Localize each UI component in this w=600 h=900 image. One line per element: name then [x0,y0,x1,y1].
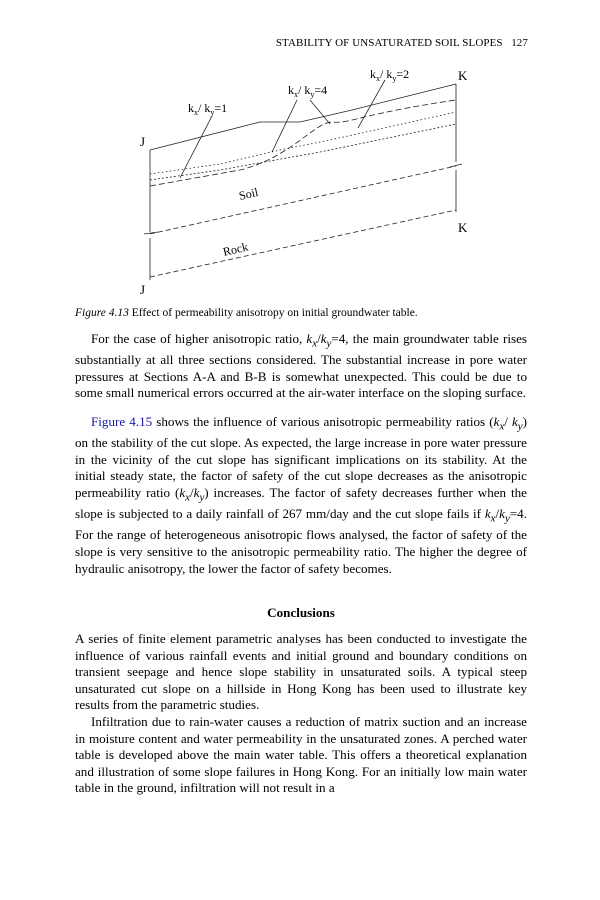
label-soil: Soil [237,184,260,203]
leader-ratio-2 [358,80,385,128]
page-number: 127 [511,37,528,49]
figure-label: Figure 4.13 [75,307,129,319]
label-ratio-1: $k_x/$ $k_y=1$ [188,101,228,117]
figure-4-15-link[interactable]: Figure 4.15 [91,414,153,429]
label-rock: Rock [221,239,250,259]
rock-bottom [150,210,456,277]
label-ratio-2: $k_x/$ $k_y=2$ [370,67,410,83]
leader-ratio-4 [272,100,297,152]
paragraph-stability: Figure 4.15 shows the influence of various anisotropic permeability ratios ($k_x/$ $k_y$) on the stability of the cut slope. As expected, the large increase in pore water pressure in the vicinity of the cut slope has significant implications on its stability. At the initial steady state, the factor of safety of the cut slope decreases as the anisotropic permeability ratio $(k_x/k_y)$ increases. The factor of safety decreases further when the slope is subjected to a daily rainfall of 267 mm/day and the cut slope fails if $k_x/k_y=4$. For the range of heterogeneous anisotropic flows analysed, the factor of safety of the slope is very sensitive to the anisotropic permeability ratio. The higher the degree of hydraulic anisotropy, the lower the factor of safety becomes. [75,414,527,576]
figure-4-13 [120,62,480,302]
groundwater-table-diagram [120,62,480,302]
figure-caption [75,307,535,319]
leader-ratio-1 [180,116,212,178]
running-header [262,37,528,49]
paragraph-anisotropy: For the case of higher anisotropic ratio, $k_x/k_y=4$, the main groundwater table rises substantially at all three sections considered. The substantial increase in pore water pressures at Sections A-A and B-B is somewhat unexpected. This could be due to some small numerical errors occurred at the air-water interface on the sloping surface. [75,331,527,401]
boundary-k-tick [450,164,462,167]
label-k-bottom: K [458,220,468,235]
paragraph-conclusions-1: A series of finite element parametric analyses has been conducted to investigate the influence of various rainfall events and initial ground and boundary conditions on transient seepage and hence slope stability in unsaturated soils. A typical steep unsaturated cut slope on a hillside in Hong Kong has been used to illustrate key results from the parametric studies. [75,631,527,713]
rock-interface [150,166,456,234]
water-table-ratio-1 [150,124,456,180]
label-j-bottom: J [140,282,146,297]
leader-ratio-4b [310,100,330,124]
section-heading-conclusions: Conclusions [267,605,335,620]
running-title: STABILITY OF UNSATURATED SOIL SLOPES [275,37,503,49]
paragraph-conclusions-2: Infiltration due to rain-water causes a reduction of matrix suction and an increase in moisture content and water permeability in the unsaturated zones. A perched water table is developed above the main water table. This offers a theoretical explanation and illustration of some slope failures in Hong Kong. For an initially low main water table in the ground, infiltration will not result in a [75,714,527,796]
label-ratio-4: $k_x/$ $k_y=4$ [288,83,328,99]
caption-text: Effect of permeability anisotropy on initial groundwater table. [131,307,418,319]
label-k-top: K [458,68,468,83]
label-j-top: J [140,134,146,149]
